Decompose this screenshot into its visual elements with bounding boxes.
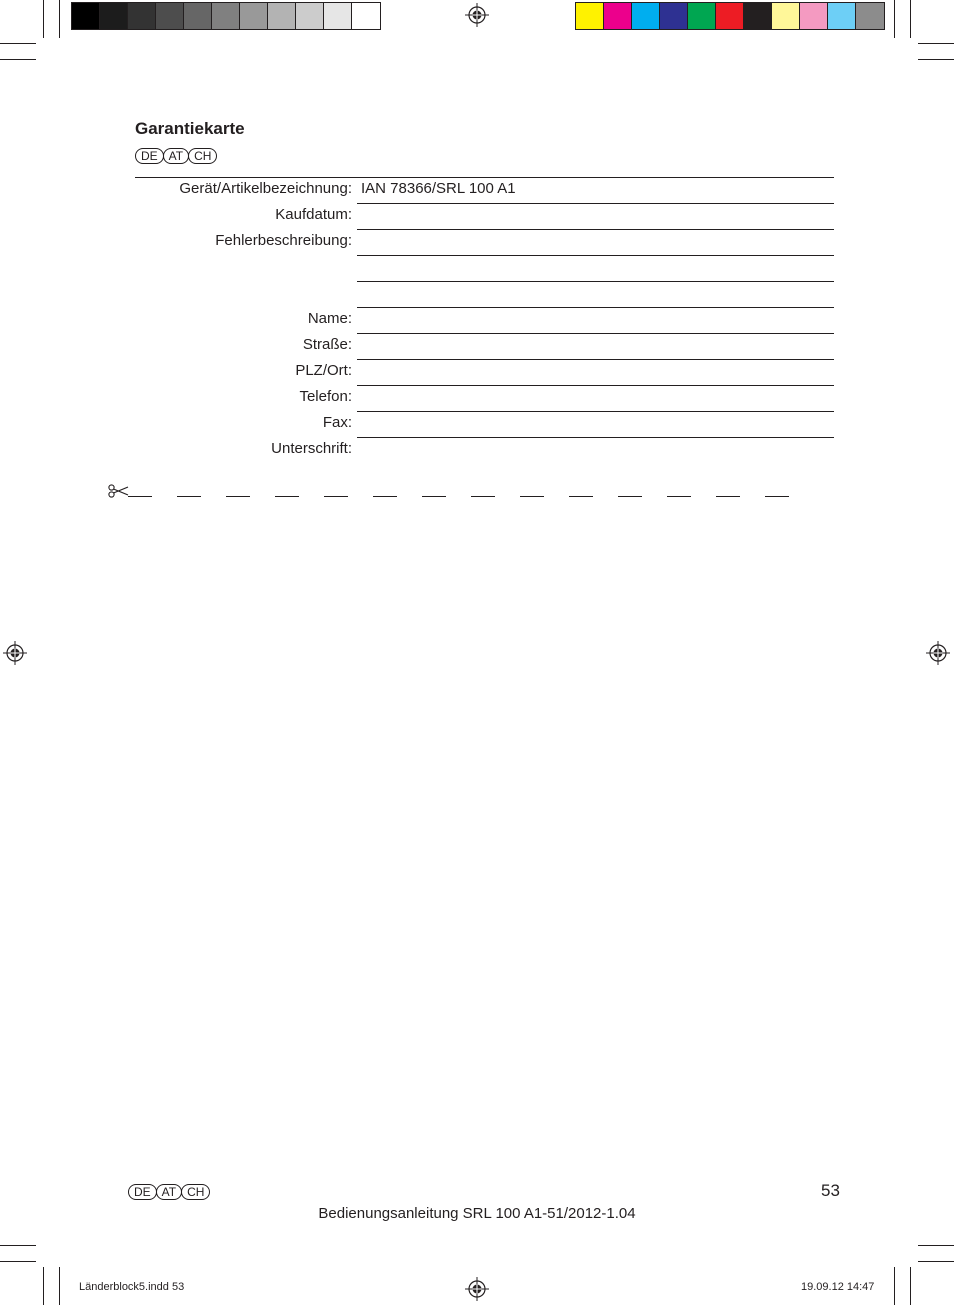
color-swatch <box>576 3 604 29</box>
manual-reference: Bedienungsanleitung SRL 100 A1-51/2012-1.04 <box>318 1205 636 1222</box>
crop-mark <box>918 1245 954 1246</box>
country-badge-ch: CH <box>181 1184 210 1200</box>
form-field-rule <box>357 411 834 412</box>
crop-mark <box>918 59 954 60</box>
gray-swatch <box>352 3 380 29</box>
process-color-bar <box>575 2 885 30</box>
form-field-rule <box>357 333 834 334</box>
crop-mark <box>59 0 60 38</box>
country-badge-at: AT <box>156 1184 182 1200</box>
cut-dash <box>128 496 152 497</box>
country-badge-at: AT <box>163 148 189 164</box>
registration-mark-icon <box>465 3 489 27</box>
gray-swatch <box>128 3 156 29</box>
cut-dash <box>422 496 446 497</box>
crop-mark <box>43 1267 44 1305</box>
cut-dash <box>373 496 397 497</box>
registration-mark-icon <box>465 1277 489 1301</box>
crop-mark <box>910 1267 911 1305</box>
crop-mark <box>894 1267 895 1305</box>
form-label: PLZ/Ort: <box>295 362 352 379</box>
footer-country-badges <box>128 1184 209 1200</box>
country-badge-de: DE <box>135 148 164 164</box>
slug-date: 19.09.12 14:47 <box>801 1281 875 1293</box>
form-field-rule <box>357 385 834 386</box>
grayscale-color-bar <box>71 2 381 30</box>
page-number: 53 <box>821 1181 840 1200</box>
form-field-rule <box>357 359 834 360</box>
cut-dash <box>324 496 348 497</box>
gray-swatch <box>268 3 296 29</box>
color-swatch <box>604 3 632 29</box>
gray-swatch <box>240 3 268 29</box>
registration-mark-icon <box>3 641 27 665</box>
card-title: Garantiekarte <box>135 119 245 138</box>
country-badge-de: DE <box>128 1184 157 1200</box>
country-badges <box>135 148 216 164</box>
cut-dash <box>520 496 544 497</box>
gray-swatch <box>184 3 212 29</box>
cut-dash <box>569 496 593 497</box>
form-field-rule <box>357 203 834 204</box>
form-label: Kaufdatum: <box>275 206 352 223</box>
color-swatch <box>716 3 744 29</box>
cut-dash <box>667 496 691 497</box>
form-field-rule <box>357 307 834 308</box>
crop-mark <box>0 1261 36 1262</box>
color-swatch <box>800 3 828 29</box>
country-badge-ch: CH <box>188 148 217 164</box>
form-field-rule <box>357 255 834 256</box>
cut-dash <box>618 496 642 497</box>
color-swatch <box>856 3 884 29</box>
crop-mark <box>918 43 954 44</box>
crop-mark <box>0 43 36 44</box>
crop-mark <box>43 0 44 38</box>
crop-mark <box>0 59 36 60</box>
slug-filename: Länderblock5.indd 53 <box>79 1281 185 1293</box>
cut-dash <box>765 496 789 497</box>
color-swatch <box>744 3 772 29</box>
crop-mark <box>918 1261 954 1262</box>
crop-mark <box>910 0 911 38</box>
form-label: Unterschrift: <box>271 440 352 457</box>
form-field-rule <box>357 229 834 230</box>
gray-swatch <box>72 3 100 29</box>
gray-swatch <box>296 3 324 29</box>
form-label: Straße: <box>302 336 352 353</box>
cut-line <box>0 496 954 497</box>
color-swatch <box>828 3 856 29</box>
cut-dash <box>177 496 201 497</box>
cut-dash <box>226 496 250 497</box>
form-label: Telefon: <box>299 388 352 405</box>
form-label: Name: <box>307 310 352 327</box>
crop-mark <box>0 1245 36 1246</box>
form-field-rule <box>357 437 834 438</box>
crop-mark <box>59 1267 60 1305</box>
form-label: Gerät/Artikelbezeichnung: <box>179 180 352 197</box>
crop-mark <box>894 0 895 38</box>
registration-mark-icon <box>926 641 950 665</box>
color-swatch <box>660 3 688 29</box>
form-label: Fax: <box>322 414 352 431</box>
color-swatch <box>632 3 660 29</box>
form-top-rule <box>135 177 834 178</box>
color-swatch <box>772 3 800 29</box>
form-field: IAN 78366/SRL 100 A1 <box>361 180 516 197</box>
form-label: Fehlerbeschreibung: <box>215 232 352 249</box>
cut-dash <box>471 496 495 497</box>
cut-dash <box>275 496 299 497</box>
form-field-rule <box>357 281 834 282</box>
gray-swatch <box>324 3 352 29</box>
gray-swatch <box>100 3 128 29</box>
cut-dash <box>716 496 740 497</box>
color-swatch <box>688 3 716 29</box>
gray-swatch <box>212 3 240 29</box>
gray-swatch <box>156 3 184 29</box>
